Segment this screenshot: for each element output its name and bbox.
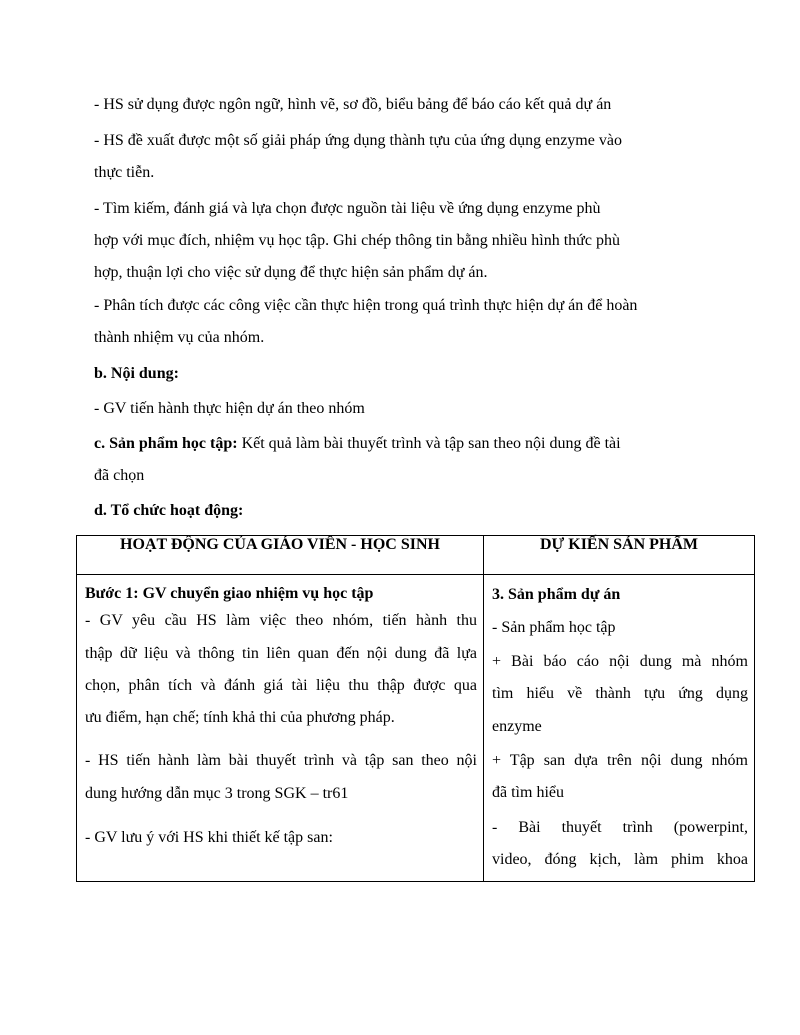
section-c-text: Kết quả làm bài thuyết trình và tập san theo nội dung đề tài — [237, 435, 621, 452]
activity-a-line-2: thập dữ liệu và thông tin liên quan đến nội dung đã lựa — [85, 645, 477, 662]
section-d-heading: d. Tổ chức hoạt động: — [94, 502, 244, 519]
activity-b-line-1: - HS tiến hành làm bài thuyết trình và tập san theo nội — [85, 752, 477, 769]
header-teacher-student-activities: HOẠT ĐỘNG CỦA GIÁO VIÊN - HỌC SINH — [77, 536, 484, 575]
product-line-3: tìm hiểu về thành tựu ứng dụng — [492, 685, 748, 702]
intro-paragraph-2 — [94, 125, 714, 189]
intro-p3-line-3: hợp, thuận lợi cho việc sử dụng để thực hiện sản phẩm dự án. — [94, 264, 488, 281]
activities-cell — [77, 575, 484, 882]
intro-p2-line-2: thực tiễn. — [94, 164, 155, 181]
intro-p3-line-1: - Tìm kiếm, đánh giá và lựa chọn được nguồn tài liệu về ứng dụng enzyme phù — [94, 200, 601, 217]
product-line-2: + Bài báo cáo nội dung mà nhóm — [492, 653, 748, 670]
intro-paragraph-3 — [94, 193, 714, 289]
section-b-text: - GV tiến hành thực hiện dự án theo nhóm — [94, 400, 365, 417]
section-b-heading-paragraph — [94, 358, 714, 390]
intro-p4-line-1: - Phân tích được các công việc cần thực hiện trong quá trình thực hiện dự án để hoàn — [94, 297, 638, 314]
section-d-heading-paragraph — [94, 495, 714, 527]
intro-p1-line: - HS sử dụng được ngôn ngữ, hình vẽ, sơ đồ, biểu bảng để báo cáo kết quả dự án — [94, 96, 612, 113]
section-c-heading: c. Sản phẩm học tập: — [94, 435, 238, 452]
section-b-heading: b. Nội dung: — [94, 365, 179, 382]
activity-table — [76, 535, 755, 882]
section-c-paragraph — [94, 428, 714, 492]
intro-p3-line-2: hợp với mục đích, nhiệm vụ học tập. Ghi chép thông tin bằng nhiều hình thức phù — [94, 232, 620, 249]
table-row — [77, 575, 755, 882]
activity-a-line-3: chọn, phân tích và đánh giá tài liệu thu thập được qua — [85, 677, 477, 694]
activity-a-line-4: ưu điểm, hạn chế; tính khả thi của phương pháp. — [85, 709, 395, 726]
section-c-line-2: đã chọn — [94, 467, 145, 484]
section-b-text-paragraph — [94, 393, 714, 425]
activity-a-line-1: - GV yêu cầu HS làm việc theo nhóm, tiến hành thu — [85, 612, 477, 629]
activity-c-line-1: - GV lưu ý với HS khi thiết kế tập san: — [85, 829, 333, 846]
product-line-7: - Bài thuyết trình (powerpint, — [492, 819, 748, 836]
product-line-8: video, đóng kịch, làm phim khoa — [492, 851, 748, 868]
activity-b-line-2: dung hướng dẫn mục 3 trong SGK – tr61 — [85, 785, 349, 802]
product-line-5: + Tập san dựa trên nội dung nhóm — [492, 752, 748, 769]
product-line-6: đã tìm hiểu — [492, 784, 564, 801]
intro-paragraph-1 — [94, 89, 714, 121]
section-c-line-1 — [94, 428, 714, 460]
intro-paragraph-4 — [94, 290, 714, 354]
product-line-1: - Sản phẩm học tập — [492, 619, 616, 636]
header-expected-products: DỰ KIẾN SẢN PHẨM — [484, 536, 755, 575]
intro-p2-line-1: - HS đề xuất được một số giải pháp ứng dụng thành tựu của ứng dụng enzyme vào — [94, 132, 622, 149]
product-title: 3. Sản phẩm dự án — [492, 586, 621, 603]
products-cell — [484, 575, 755, 882]
step-1-title: Bước 1: GV chuyển giao nhiệm vụ học tập — [85, 585, 374, 602]
product-line-4: enzyme — [492, 718, 542, 735]
intro-p4-line-2: thành nhiệm vụ của nhóm. — [94, 329, 265, 346]
table-header-row — [77, 536, 755, 575]
